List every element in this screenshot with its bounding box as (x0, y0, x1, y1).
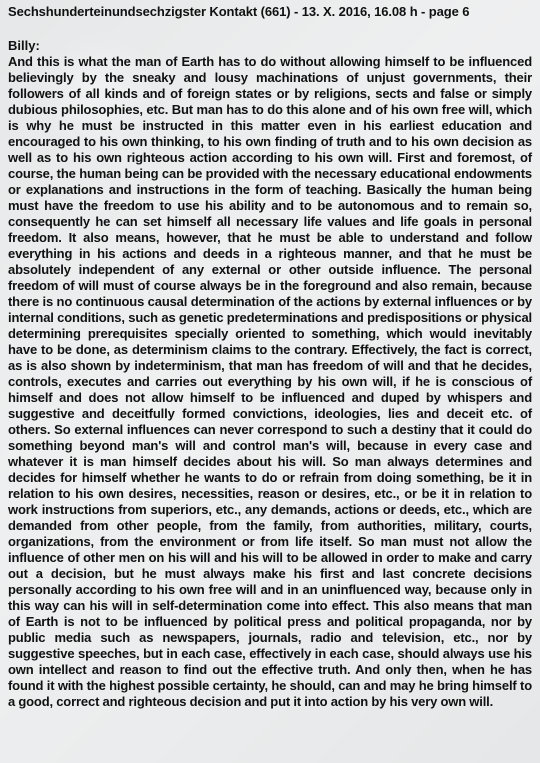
speaker-label: Billy: (8, 38, 40, 53)
page-header: Sechshunderteinundsechzigster Kontakt (661) - 13. X. 2016, 16.08 h - page 6 (8, 4, 470, 19)
body-paragraph: And this is what the man of Earth has to do without allowing himself to be influenced believingly by the sneaky and lousy machinations of unjust governments, their followers of all kinds and of foreign states or by religions, sects and false or simply dubious philosophies, etc. But man has to do this alone and of his own free will, which is why he must be instructed in this matter even in his earliest education and encouraged to his own thinking, to his own finding of truth and to his own decision as well as to his own righteous action according to his own will. First and foremost, of course, the human being can be provided with the necessary educational endowments or explanations and instructions in the form of teaching. Basically the human being must have the freedom to use his ability and to be autonomous and to remain so, consequently he can set himself all necessary life values and life goals in personal freedom. It also means, however, that he must be able to understand and follow everything in his actions and deeds in a righteous manner, and that he must be absolutely independent of any external or other outside influence. The personal freedom of will must of course always be in the foreground and also remain, because there is no continuous causal determination of the actions by external influences or by internal conditions, such as genetic predeterminations and predispositions or physical determining prerequisites specially oriented to something, which would inevitably have to be done, as determinism claims to the contrary. Effectively, the fact is correct, as is also shown by indeterminism, that man has freedom of will and that he decides, controls, executes and carries out everything by his own will, if he is conscious of himself and does not allow himself to be influenced and duped by whispers and suggestive and deceitfully formed convictions, ideologies, lies and deceit etc. of others. So external influences can never correspond to such a destiny that it could do something beyond man's will and control man's will, because in every case and whatever it is man himself decides about his will. So man always determines and decides for himself whether he wants to do or refrain from doing something, be it in relation to his own desires, necessities, reason or desires, etc., or be it in relation to work instructions from superiors, etc., any demands, actions or deeds, etc., which are demanded from other people, from the family, from authorities, military, courts, organizations, from the environment or from life itself. So man must not allow the influence of other men on his will and his will to be allowed in order to make and carry out a decision, but he must always make his first and last concrete decisions personally according to his own free will and in an uninfluenced way, because only in this way can his will in self-determination come into effect. This also means that man of Earth is not to be influenced by political press and political propaganda, nor by public media such as newspapers, journals, radio and television, etc., nor by suggestive speeches, but in each case, effectively in each case, should always use his own intellect and reason to find out the effective truth. And only then, when he has found it with the highest possible certainty, he should, can and may he bring himself to a good, correct and righteous decision and put it into action by his very own will. (8, 54, 532, 709)
